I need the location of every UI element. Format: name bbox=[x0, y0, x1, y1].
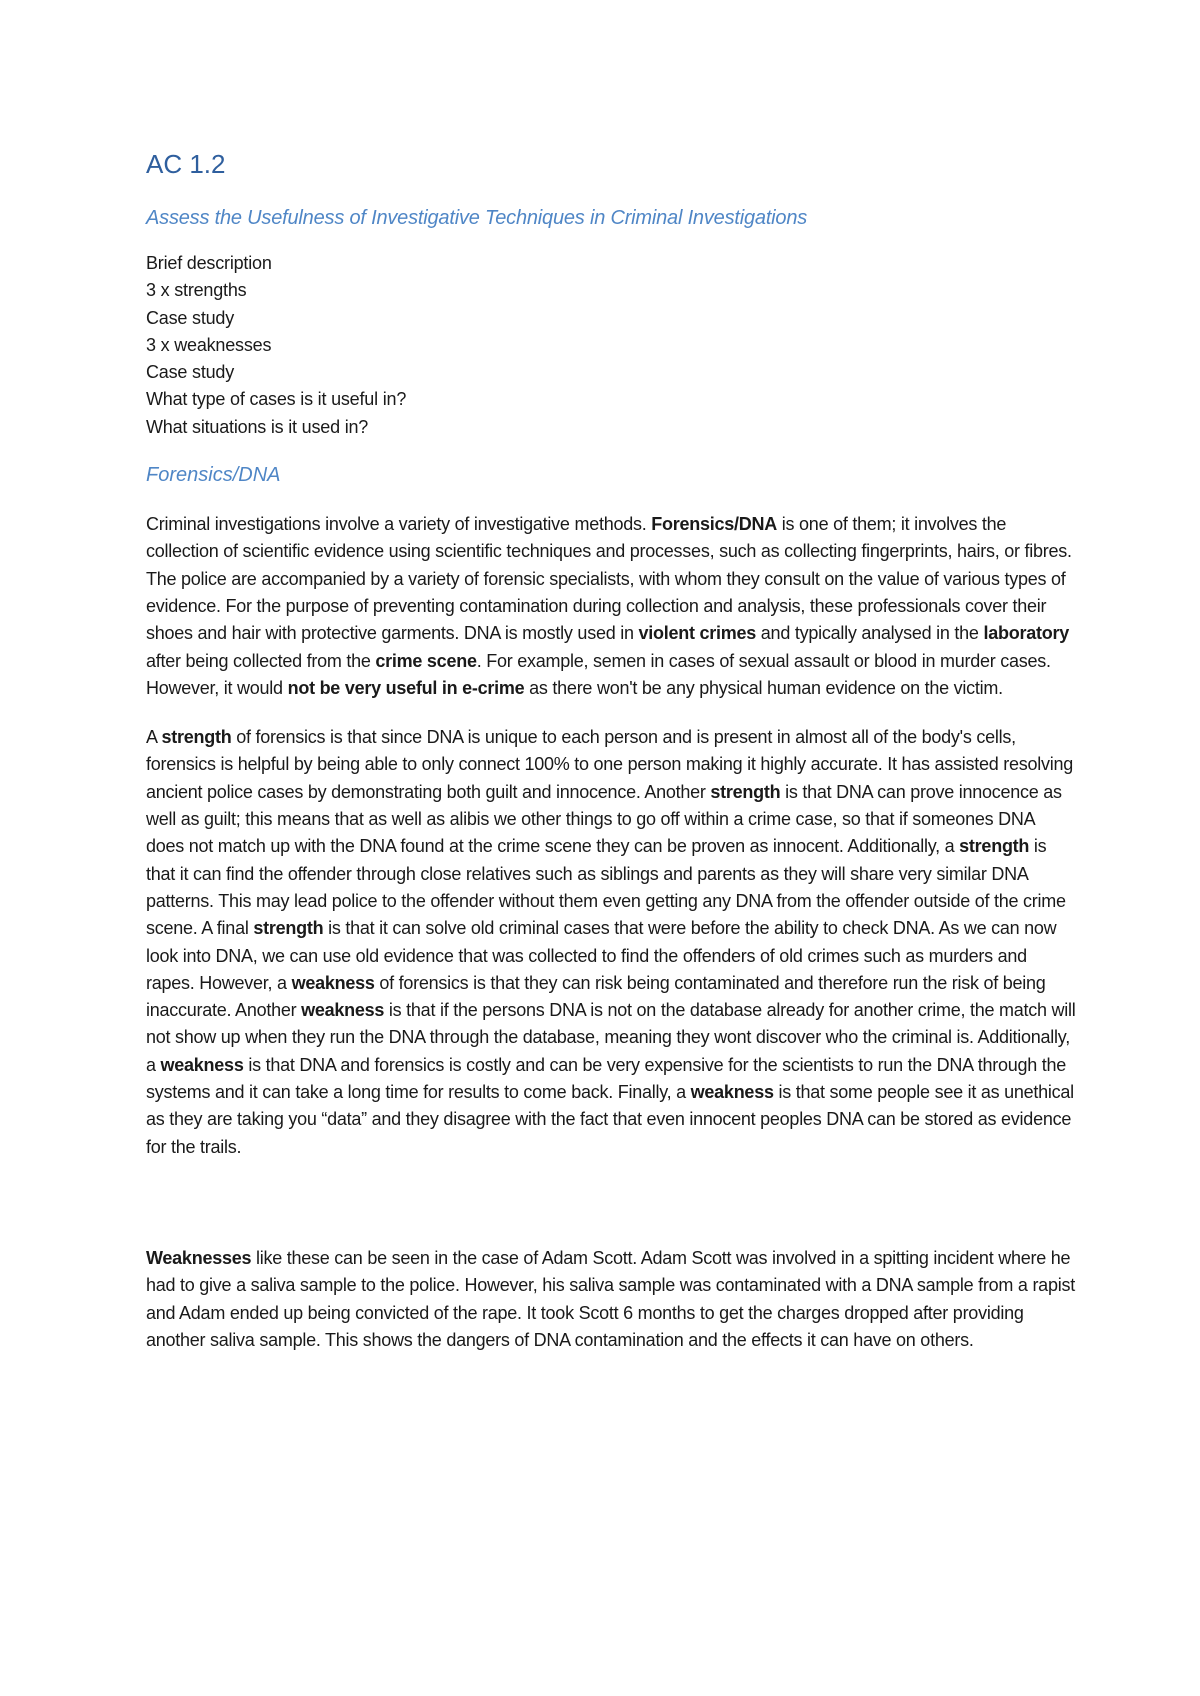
text-run: is that DNA can prove innocence as well as guilt; this means that as well as alibis we other things to go off within a crime case, so that if someones DNA does not match up with the DNA found at the crime scene they can be proven as innocent. Additionally, a bbox=[146, 781, 1062, 857]
text-run: after being collected from the bbox=[146, 650, 376, 671]
bold-term: strength bbox=[161, 727, 232, 748]
text-run: like these can be seen in the case of Adam Scott. Adam Scott was involved in a spitting incident where he had to give a saliva sample to the police. However, his saliva sample was contaminated with a DNA sample from a rapist and Adam ended up being convicted of the rape. It took Scott 6 months to get the charges dropped after providing another saliva sample. This shows the dangers of DNA contamination and the effects it can have on others. bbox=[146, 1247, 1075, 1350]
paragraph-case-study bbox=[146, 1245, 1076, 1354]
section-heading-forensics: Forensics/DNA bbox=[146, 464, 281, 487]
bold-term: not be very useful in e-crime bbox=[287, 677, 525, 698]
bold-term: weakness bbox=[291, 972, 375, 993]
bold-term: weakness bbox=[301, 1000, 385, 1021]
checklist-item: 3 x weaknesses bbox=[146, 334, 272, 355]
checklist-item: Brief description bbox=[146, 253, 272, 273]
checklist-item: Case study bbox=[146, 307, 235, 328]
bold-term: violent crimes bbox=[638, 623, 757, 644]
checklist-item: What situations is it used in? bbox=[146, 416, 369, 437]
bold-term: strength bbox=[959, 836, 1030, 857]
bold-term: weakness bbox=[160, 1054, 244, 1075]
bold-term: strength bbox=[253, 918, 324, 939]
bold-term: strength bbox=[710, 781, 781, 802]
text-run: as there won't be any physical human evidence on the victim. bbox=[524, 677, 1003, 698]
bold-term: weakness bbox=[690, 1082, 774, 1103]
text-run: and typically analysed in the bbox=[756, 623, 984, 644]
bold-term: Forensics/DNA bbox=[651, 514, 778, 535]
checklist-item: What type of cases is it useful in? bbox=[146, 389, 407, 410]
text-run: is that some people see it as unethical as they are taking you “data” and they disagree with the fact that even innocent peoples DNA can be stored as evidence for the trails. bbox=[146, 1082, 1074, 1157]
paragraph-description bbox=[146, 511, 1076, 702]
text-run: of forensics is that they can risk being contaminated and therefore run the risk of being inaccurate. Another bbox=[146, 972, 1046, 1021]
text-run: A bbox=[146, 727, 162, 748]
document-subtitle: Assess the Usefulness of Investigative Techniques in Criminal Investigations bbox=[146, 207, 808, 229]
bold-term: Weaknesses bbox=[146, 1247, 252, 1268]
text-run: of forensics is that since DNA is unique to each person and is present in almost all of the body's cells, forensics is helpful by being able to only connect 100% to one person making it highly accurate. It has assisted resolving ancient police cases by demonstrating both guilt and innocence. Another bbox=[146, 727, 1074, 802]
text-run: Criminal investigations involve a variety of investigative methods. bbox=[146, 514, 652, 535]
checklist-item: 3 x strengths bbox=[146, 280, 247, 301]
text-run: is that it can solve old criminal cases that were before the ability to check DNA. As we can now look into DNA, we can use old evidence that was collected to find the offenders of old crimes such as murders and rapes. However, a bbox=[146, 918, 1057, 993]
text-run: is that if the persons DNA is not on the database already for another crime, the match will not show up when they run the DNA through the database, meaning they wont discover who the criminal is. Additionally, a bbox=[146, 1000, 1076, 1075]
paragraph-strengths-weaknesses bbox=[146, 724, 1076, 1161]
checklist-item: Case study bbox=[146, 362, 235, 383]
spacer bbox=[146, 1183, 1076, 1245]
text-run: . For example, semen in cases of sexual assault or blood in murder cases. However, it would bbox=[146, 650, 1051, 698]
bold-term: crime scene bbox=[375, 650, 477, 671]
text-run: is that DNA and forensics is costly and can be very expensive for the scientists to run the DNA through the systems and it can take a long time for results to come back. Finally, a bbox=[146, 1054, 1067, 1103]
text-run: is one of them; it involves the collection of scientific evidence using scientific techniques and processes, such as collecting fingerprints, hairs, or fibres. The police are accompanied by a variety of forensic specialists, with whom they consult on the value of various types of evidence. For the purpose of preventing contamination during collection and analysis, these professionals cover their shoes and hair with protective garments. DNA is mostly used in bbox=[146, 514, 1072, 644]
task-checklist bbox=[146, 250, 1076, 441]
document-page bbox=[146, 146, 1076, 1376]
bold-term: laboratory bbox=[983, 623, 1069, 644]
text-run: is that it can find the offender through close relatives such as siblings and parents as they will share very similar DNA patterns. This may lead police to the offender without them even getting any DNA from the offender outside of the crime scene. A final bbox=[146, 836, 1066, 939]
document-title: AC 1.2 bbox=[146, 149, 226, 179]
